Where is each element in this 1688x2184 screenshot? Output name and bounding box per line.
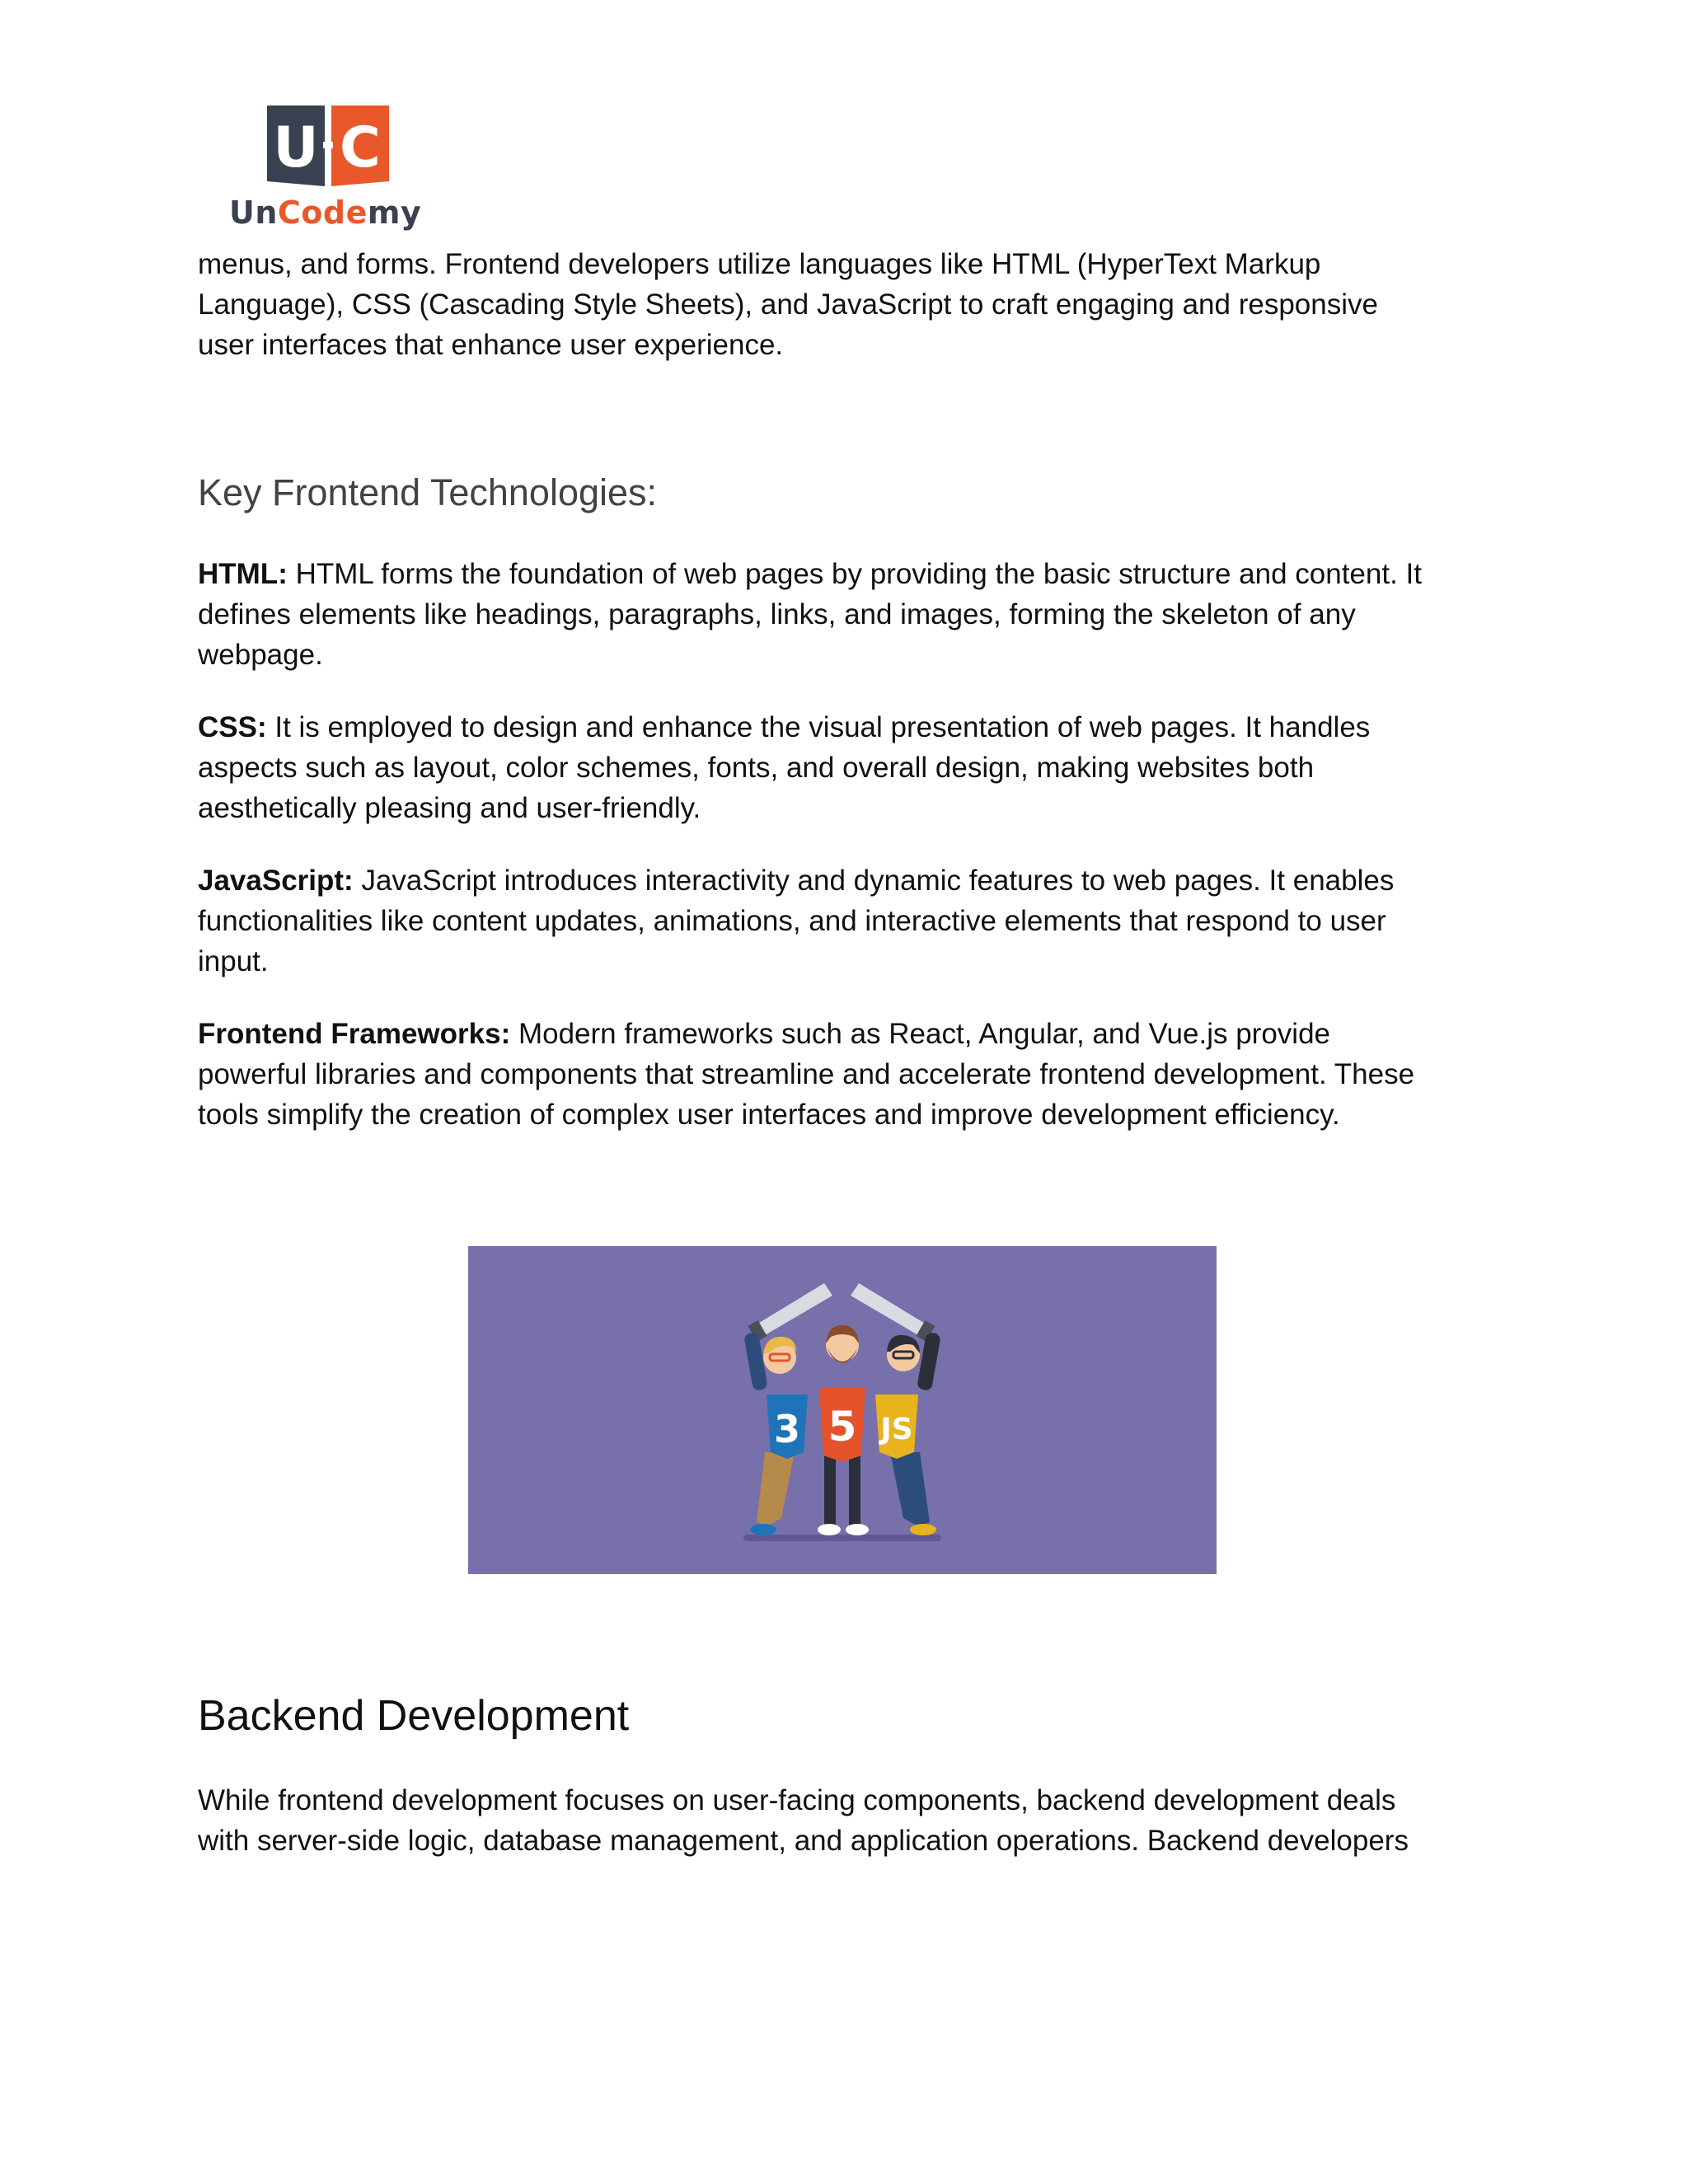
right-sword-icon — [851, 1283, 926, 1335]
html-text: HTML forms the foundation of web pages by providing the basic structure and content. It defines elements like headings, paragraphs, links, and images, forming the skeleton of any webpage. — [198, 558, 1422, 671]
left-dev-legs — [757, 1452, 795, 1526]
left-sword-icon — [757, 1283, 832, 1335]
right-arm — [917, 1332, 941, 1391]
logo-letter-u: U — [273, 115, 319, 180]
frameworks-text: Modern frameworks such as React, Angular, and Vue.js provide powerful libraries and components that streamline and accelerate frontend development. These tools simplify the creation of complex user interfaces and improve development efficiency. — [198, 1018, 1415, 1131]
middle-dev-leg-right — [849, 1452, 860, 1526]
css-text: It is employed to design and enhance the visual presentation of web pages. It handles aspects such as layout, color schemes, fonts, and overall design, making websites both aesthetically pleasing and user-friendly. — [198, 711, 1371, 824]
html-paragraph — [198, 554, 1422, 675]
uc-logo-mark — [267, 105, 389, 186]
javascript-text: JavaScript introduces interactivity and dynamic features to web pages. It enables functionalities like content updates, animations, and interactive elements that respond to user input. — [198, 865, 1395, 977]
key-frontend-heading: Key Frontend Technologies: — [198, 471, 658, 513]
shoe-2 — [818, 1524, 841, 1535]
css-paragraph — [198, 707, 1370, 828]
logo-word-code: Code — [277, 194, 368, 231]
html-term: HTML: — [198, 558, 288, 590]
logo-word-un: Un — [229, 194, 278, 231]
uncodemy-logo — [229, 105, 427, 229]
logo-word-my: my — [367, 194, 422, 231]
javascript-term: JavaScript: — [198, 865, 354, 897]
shoe-3 — [846, 1524, 869, 1535]
javascript-paragraph — [198, 860, 1394, 982]
ground-shadow — [743, 1535, 941, 1541]
frameworks-term: Frontend Frameworks: — [198, 1018, 511, 1050]
frameworks-paragraph — [198, 1014, 1414, 1135]
html-css-js-illustration — [468, 1246, 1217, 1574]
shoe-1 — [750, 1524, 776, 1535]
css3-shield-glyph: 3 — [773, 1407, 801, 1451]
logo-wordmark — [229, 194, 427, 231]
css-term: CSS: — [198, 711, 267, 743]
html5-shield-glyph: 5 — [828, 1403, 857, 1451]
backend-paragraph: While frontend development focuses on user-facing components, backend development deals with server-side logic, database management, and application operations. Backend developers — [198, 1784, 1409, 1857]
right-dev-legs — [890, 1452, 930, 1526]
logo-letter-c: C — [340, 115, 381, 180]
js-shield-glyph: JS — [880, 1413, 913, 1446]
developers-with-swords-image — [468, 1246, 1217, 1574]
intro-paragraph: menus, and forms. Frontend developers utilize languages like HTML (HyperText Markup Language), CSS (Cascading Style Sheets), and JavaScript to craft engaging and responsive user interfaces that enhance user experience. — [198, 248, 1378, 361]
logo-divider-dot — [323, 142, 333, 148]
backend-heading: Backend Development — [198, 1692, 630, 1740]
shoe-4 — [910, 1524, 936, 1535]
middle-dev-leg-left — [824, 1452, 836, 1526]
